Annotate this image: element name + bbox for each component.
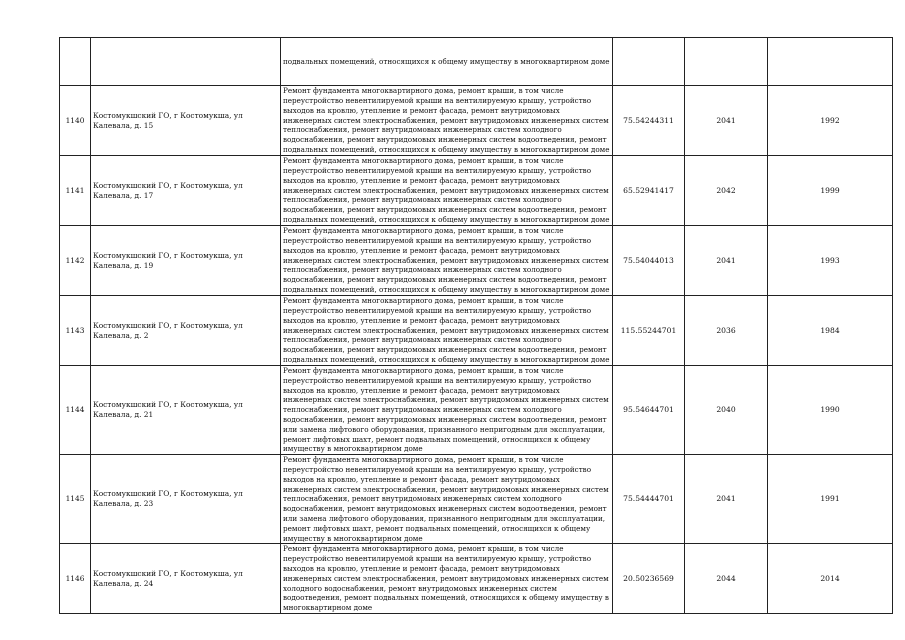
- row-built-year: 1990: [768, 366, 893, 455]
- row-works: Ремонт фундамента многоквартирного дома, ремонт крыши, в том числе переустройство невентилируемой крыши на вентилируемую крышу, устройство выходов на кровлю, утепление и ремонт фасада, ремонт внутридомовых инженерных систем электроснабжения, ремонт внутридомовых инженерных систем теплоснабжения, ремонт внутридомовых инженерных систем холодного водоснабжения, ремонт внутридомовых инженерных систем водоотведения, ремонт или замена лифтового оборудования, признанного непригодным для эксплуатации, ремонт лифтовых шахт, ремонт подвальных помещений, относящихся к общему имуществу в многоквартирном доме: [281, 366, 613, 455]
- row-address: Костомукшский ГО, г Костомукша, ул Калевала, д. 24: [91, 544, 281, 614]
- row-number: 1145: [60, 455, 91, 544]
- table-row: [60, 366, 893, 455]
- row-built-year: 1984: [768, 296, 893, 366]
- row-address: Костомукшский ГО, г Костомукша, ул Калевала, д. 19: [91, 226, 281, 296]
- row-works: Ремонт фундамента многоквартирного дома, ремонт крыши, в том числе переустройство невентилируемой крыши на вентилируемую крышу, устройство выходов на кровлю, утепление и ремонт фасада, ремонт внутридомовых инженерных систем электроснабжения, ремонт внутридомовых инженерных систем теплоснабжения, ремонт внутридомовых инженерных систем холодного водоснабжения, ремонт внутридомовых инженерных систем водоотведения, ремонт подвальных помещений, относящихся к общему имуществу в многоквартирном доме: [281, 156, 613, 226]
- row-built-year: 1993: [768, 226, 893, 296]
- row-address: Костомукшский ГО, г Костомукша, ул Калевала, д. 15: [91, 86, 281, 156]
- row-works: Ремонт фундамента многоквартирного дома, ремонт крыши, в том числе переустройство невентилируемой крыши на вентилируемую крышу, устройство выходов на кровлю, утепление и ремонт фасада, ремонт внутридомовых инженерных систем электроснабжения, ремонт внутридомовых инженерных систем теплоснабжения, ремонт внутридомовых инженерных систем холодного водоснабжения, ремонт внутридомовых инженерных систем водоотведения, ремонт подвальных помещений, относящихся к общему имуществу в многоквартирном доме: [281, 226, 613, 296]
- row-value: 95.54644701: [613, 366, 685, 455]
- row-built-year: 1991: [768, 455, 893, 544]
- table-row: [60, 296, 893, 366]
- row-value: 75.54244311: [613, 86, 685, 156]
- row-number: 1144: [60, 366, 91, 455]
- row-value: [613, 38, 685, 86]
- table-row: [60, 226, 893, 296]
- row-address: Костомукшский ГО, г Костомукша, ул Калевала, д. 17: [91, 156, 281, 226]
- row-year: 2041: [685, 86, 768, 156]
- row-value: 20.50236569: [613, 544, 685, 614]
- row-address: Костомукшский ГО, г Костомукша, ул Калевала, д. 21: [91, 366, 281, 455]
- row-number: 1140: [60, 86, 91, 156]
- row-works: Ремонт фундамента многоквартирного дома, ремонт крыши, в том числе переустройство невентилируемой крыши на вентилируемую крышу, устройство выходов на кровлю, утепление и ремонт фасада, ремонт внутридомовых инженерных систем электроснабжения, ремонт внутридомовых инженерных систем теплоснабжения, ремонт внутридомовых инженерных систем холодного водоснабжения, ремонт внутридомовых инженерных систем водоотведения, ремонт или замена лифтового оборудования, признанного непригодным для эксплуатации, ремонт лифтовых шахт, ремонт подвальных помещений, относящихся к общему имуществу в многоквартирном доме: [281, 455, 613, 544]
- table-row: [60, 86, 893, 156]
- table-row: [60, 156, 893, 226]
- row-year: 2044: [685, 544, 768, 614]
- row-address: Костомукшский ГО, г Костомукша, ул Калевала, д. 23: [91, 455, 281, 544]
- row-works: Ремонт фундамента многоквартирного дома, ремонт крыши, в том числе переустройство невентилируемой крыши на вентилируемую крышу, устройство выходов на кровлю, утепление и ремонт фасада, ремонт внутридомовых инженерных систем электроснабжения, ремонт внутридомовых инженерных систем теплоснабжения, ремонт внутридомовых инженерных систем холодного водоснабжения, ремонт внутридомовых инженерных систем водоотведения, ремонт подвальных помещений, относящихся к общему имуществу в многоквартирном доме: [281, 296, 613, 366]
- row-address: [91, 38, 281, 86]
- row-built-year: [768, 38, 893, 86]
- row-number: [60, 38, 91, 86]
- row-works: Ремонт фундамента многоквартирного дома, ремонт крыши, в том числе переустройство невентилируемой крыши на вентилируемую крышу, устройство выходов на кровлю, утепление и ремонт фасада, ремонт внутридомовых инженерных систем электроснабжения, ремонт внутридомовых инженерных систем холодного водоснабжения, ремонт внутридомовых инженерных систем водоотведения, ремонт подвальных помещений, относящихся к общему имуществу в многоквартирном доме: [281, 544, 613, 614]
- table-row: [60, 38, 893, 86]
- row-value: 75.54444701: [613, 455, 685, 544]
- row-value: 75.54044013: [613, 226, 685, 296]
- row-year: 2036: [685, 296, 768, 366]
- row-year: 2041: [685, 455, 768, 544]
- row-number: 1142: [60, 226, 91, 296]
- row-year: 2040: [685, 366, 768, 455]
- row-year: 2041: [685, 226, 768, 296]
- row-value: 115.55244701: [613, 296, 685, 366]
- row-year: 2042: [685, 156, 768, 226]
- row-works: подвальных помещений, относящихся к общему имуществу в многоквартирном доме: [281, 38, 613, 86]
- row-works: Ремонт фундамента многоквартирного дома, ремонт крыши, в том числе переустройство невентилируемой крыши на вентилируемую крышу, устройство выходов на кровлю, утепление и ремонт фасада, ремонт внутридомовых инженерных систем электроснабжения, ремонт внутридомовых инженерных систем теплоснабжения, ремонт внутридомовых инженерных систем холодного водоснабжения, ремонт внутридомовых инженерных систем водоотведения, ремонт подвальных помещений, относящихся к общему имуществу в многоквартирном доме: [281, 86, 613, 156]
- row-year: [685, 38, 768, 86]
- row-number: 1141: [60, 156, 91, 226]
- row-address: Костомукшский ГО, г Костомукша, ул Калевала, д. 2: [91, 296, 281, 366]
- table-row: [60, 544, 893, 614]
- row-value: 65.52941417: [613, 156, 685, 226]
- row-built-year: 1999: [768, 156, 893, 226]
- row-built-year: 1992: [768, 86, 893, 156]
- row-built-year: 2014: [768, 544, 893, 614]
- works-table: [59, 37, 893, 614]
- row-number: 1143: [60, 296, 91, 366]
- row-number: 1146: [60, 544, 91, 614]
- table-row: [60, 455, 893, 544]
